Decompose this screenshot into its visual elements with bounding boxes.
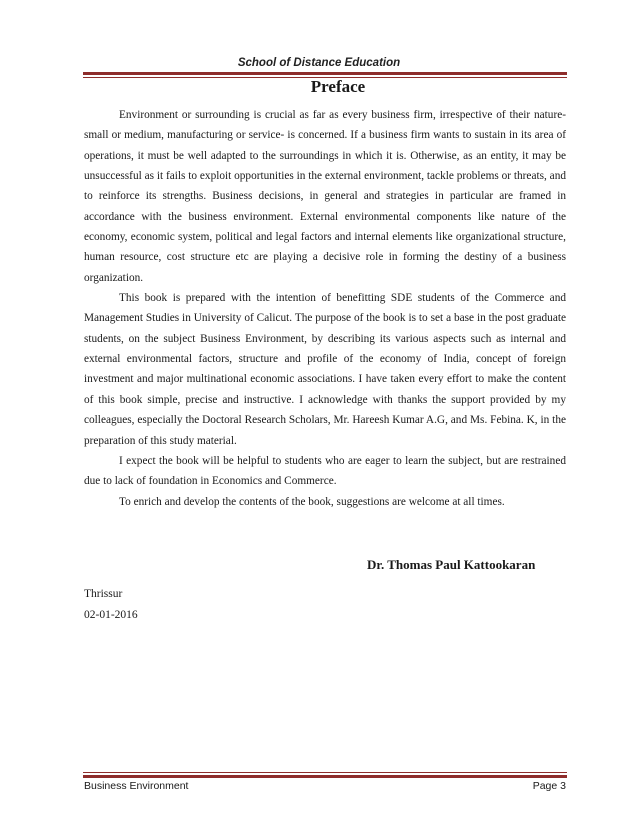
footer-page-number: Page 3 xyxy=(532,780,566,792)
signature-date: 02-01-2016 xyxy=(84,609,138,621)
author-name: Dr. Thomas Paul Kattookaran xyxy=(367,557,536,572)
header-rule-thick xyxy=(83,72,567,75)
footer-rule-thick xyxy=(83,775,567,778)
page-title: Preface xyxy=(310,77,366,96)
running-header: School of Distance Education xyxy=(237,57,401,69)
footer-book-title: Business Environment xyxy=(84,780,189,792)
paragraph-3: I expect the book will be helpful to students who are eager to learn the subject, but are restrained due to lack of foundation in Economics and Commerce. xyxy=(84,454,566,488)
paragraph-1: Environment or surrounding is crucial as far as every business firm, irrespective of their nature-small or medium, manufacturing or service- is concerned. If a business firm wants to sustain in its area of operations, it must be well adapted to the surroundings in which it is. Otherwise, as an entity, it may be unsuccessful as it fails to exploit opportunities in the external environment, tackle problems or threats, and to reinforce its strengths. Business decisions, in general and strategies in particular are framed in accordance with the business environment. External environmental components like nature of the economy, economic system, political and legal factors and internal elements like organizational structure, human resource, cost structure etc are playing a decisive role in forming the destiny of a business organization. xyxy=(84,109,566,284)
signature-place: Thrissur xyxy=(84,588,123,600)
footer-rule-thin xyxy=(83,772,567,773)
paragraph-4: To enrich and develop the contents of the book, suggestions are welcome at all times. xyxy=(119,495,505,508)
preface-body xyxy=(84,105,566,512)
paragraph-2: This book is prepared with the intention of benefitting SDE students of the Commerce and Management Studies in University of Calicut. The purpose of the book is to set a base in the post graduate students, on the subject Business Environment, by describing its various aspects such as internal and external environmental factors, structure and profile of the economy of India, concept of foreign investment and major multinational economic associations. I have taken every effort to make the content of this book simple, precise and instructive. I acknowledge with thanks the support provided by my colleagues, especially the Doctoral Research Scholars, Mr. Hareesh Kumar A.G, and Ms. Febina. K, in the preparation of this study material. xyxy=(84,292,566,447)
